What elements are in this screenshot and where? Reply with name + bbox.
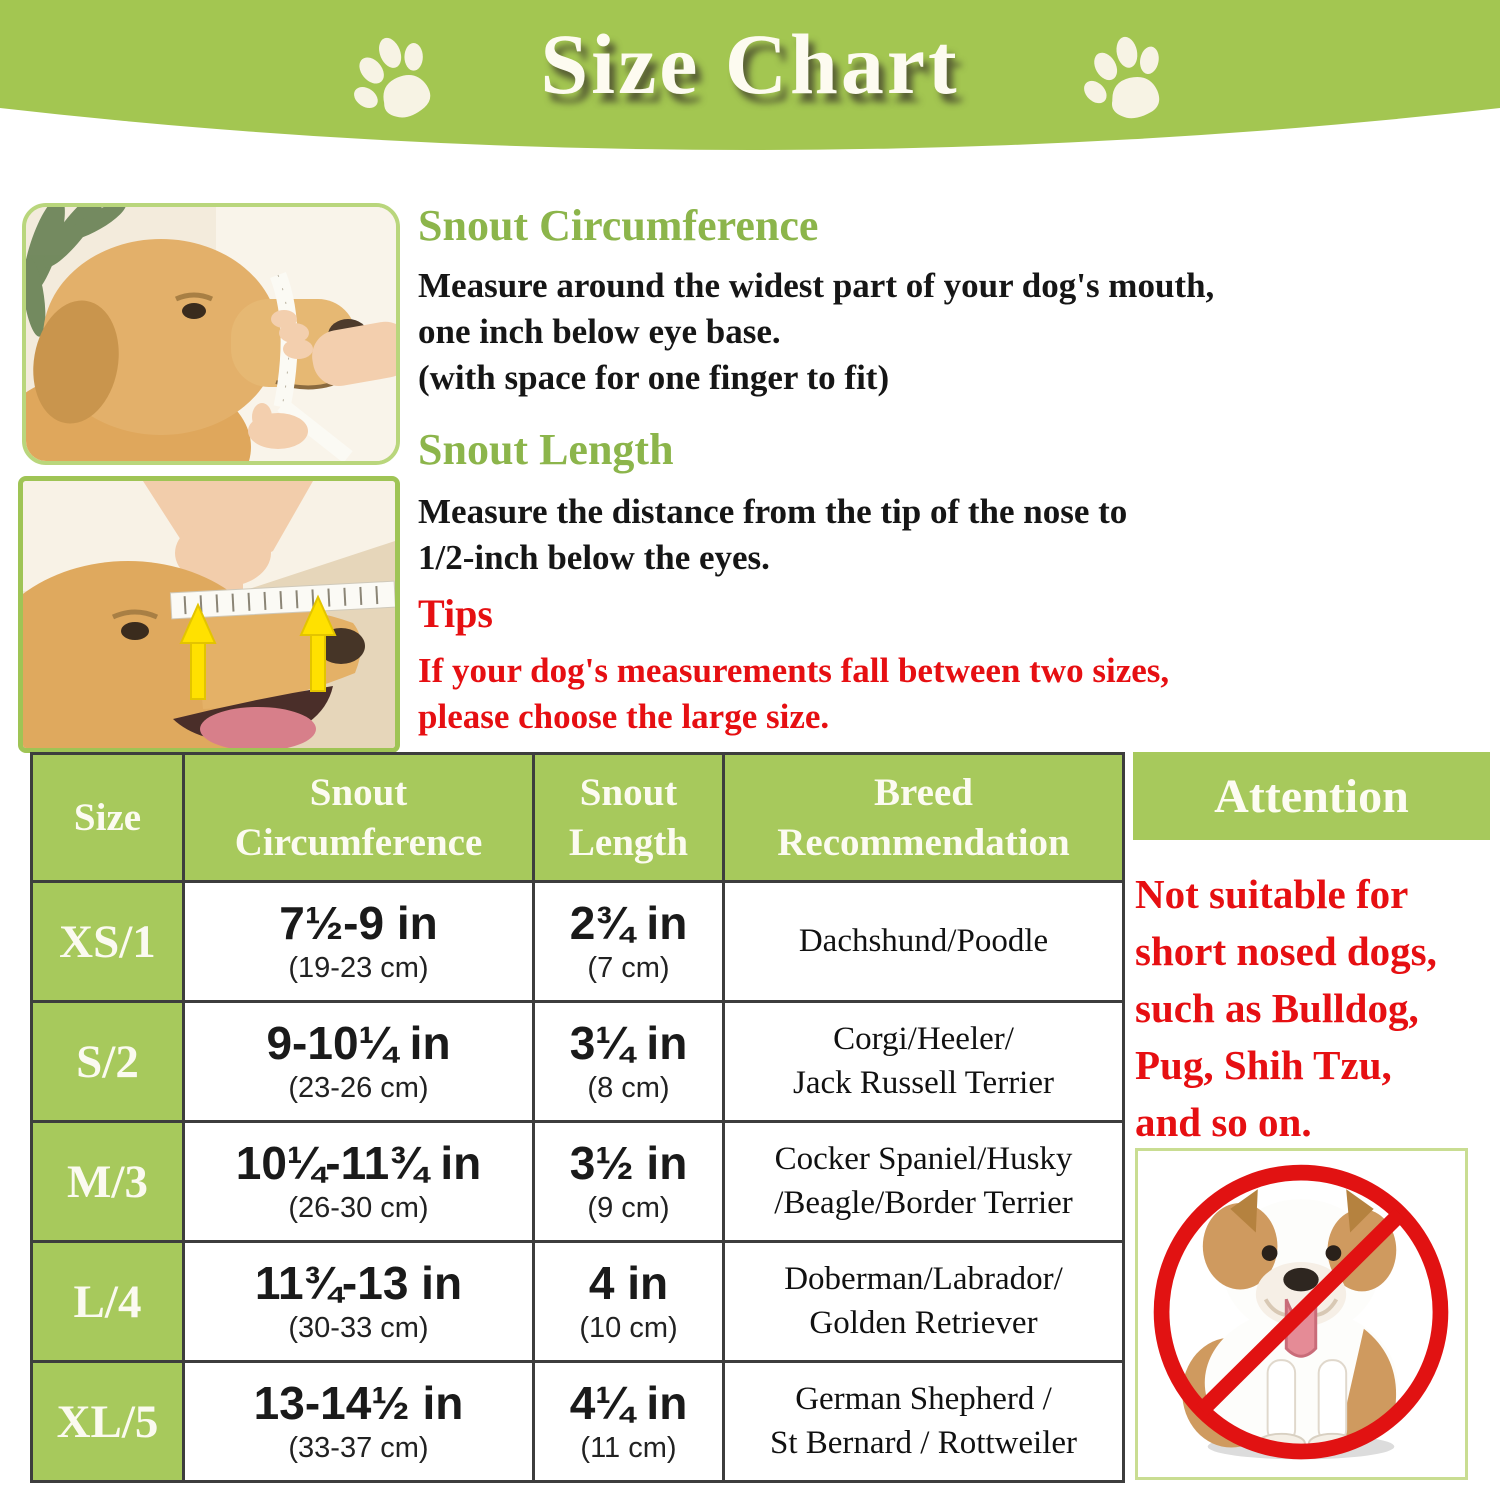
col-header-label: Breed [874, 770, 973, 814]
circumference-cell [184, 1122, 534, 1242]
table-row [32, 882, 1124, 1002]
inches-value: 10¼-11¾ in [235, 1136, 482, 1189]
col-header-label: Size [73, 795, 142, 839]
attention-line: such as Bulldog, [1135, 985, 1419, 1031]
breed-cell [724, 1242, 1124, 1362]
size-label: XS/1 [32, 882, 184, 1002]
cm-value: (26-30 cm) [288, 1192, 429, 1225]
breed-name: German Shepherd / [795, 1380, 1052, 1417]
inches-value: 9-10¼ in [266, 1016, 451, 1069]
cm-value: (11 cm) [580, 1432, 677, 1465]
cm-value: (9 cm) [587, 1192, 670, 1225]
breed-name: Dachshund/Poodle [798, 922, 1049, 959]
inches-value: 4 in [588, 1256, 669, 1309]
length-text-line: Measure the distance from the tip of the nose to [418, 492, 1128, 531]
size-table [30, 752, 1125, 1483]
bulldog-illustration [1138, 1151, 1465, 1477]
attention-warning-text [1135, 866, 1495, 1151]
attention-line: short nosed dogs, [1135, 928, 1437, 974]
circumference-cell [184, 882, 534, 1002]
inches-value: 11¾-13 in [254, 1256, 463, 1309]
inches-value: 3¼ in [569, 1016, 688, 1069]
cm-value: (30-33 cm) [288, 1312, 429, 1345]
breed-name: Corgi/Heeler/ [833, 1020, 1014, 1057]
snout-circumference-heading: Snout Circumference [418, 201, 819, 250]
snout-length-photo [18, 476, 400, 753]
cm-value: (8 cm) [587, 1072, 670, 1105]
breed-name: Doberman/Labrador/ [784, 1260, 1063, 1297]
circumference-text-line: one inch below eye base. [418, 312, 781, 351]
col-header-label: Recommendation [777, 820, 1070, 864]
paw-print-icon [1076, 28, 1180, 132]
inches-value: 4¼ in [569, 1376, 688, 1429]
tips-text-line: If your dog's measurements fall between two sizes, [418, 651, 1170, 690]
cm-value: (19-23 cm) [288, 952, 429, 985]
attention-heading: Attention [1133, 752, 1490, 840]
col-header-label: Circumference [234, 820, 483, 864]
breed-cell [724, 1122, 1124, 1242]
size-label: XL/5 [32, 1362, 184, 1482]
table-row [32, 1002, 1124, 1122]
snout-circumference-photo [22, 203, 400, 465]
length-text-line: 1/2-inch below the eyes. [418, 538, 770, 577]
length-cell [534, 1362, 724, 1482]
prohibited-bulldog-box [1135, 1148, 1468, 1480]
breed-cell [724, 1002, 1124, 1122]
breed-name: Cocker Spaniel/Husky [774, 1140, 1073, 1177]
breed-cell [724, 882, 1124, 1002]
size-label: L/4 [32, 1242, 184, 1362]
col-header-label: Length [568, 820, 689, 864]
page-title: Size Chart [540, 16, 960, 112]
col-header-length [534, 754, 724, 882]
circumference-text-line: Measure around the widest part of your dog's mouth, [418, 266, 1215, 305]
circumference-cell [184, 1362, 534, 1482]
cm-value: (33-37 cm) [288, 1432, 429, 1465]
col-header-label: Snout [309, 770, 408, 814]
tips-text-line: please choose the large size. [418, 697, 830, 736]
table-header-row [32, 754, 1124, 882]
breed-name: /Beagle/Border Terrier [774, 1184, 1073, 1221]
length-cell [534, 882, 724, 1002]
tips-heading: Tips [418, 591, 493, 636]
attention-line: Pug, Shih Tzu, [1135, 1042, 1392, 1088]
size-label: M/3 [32, 1122, 184, 1242]
inches-value: 13-14½ in [253, 1376, 464, 1429]
col-header-breed [724, 754, 1124, 882]
table-row [32, 1122, 1124, 1242]
table-row [32, 1242, 1124, 1362]
attention-line: Not suitable for [1135, 871, 1409, 917]
length-cell [534, 1002, 724, 1122]
inches-value: 7½-9 in [279, 896, 438, 949]
length-cell [534, 1122, 724, 1242]
cm-value: (10 cm) [579, 1312, 678, 1345]
snout-length-heading: Snout Length [418, 425, 674, 474]
length-cell [534, 1242, 724, 1362]
measuring-tape-around-snout-illustration [26, 207, 396, 461]
breed-name: Golden Retriever [809, 1304, 1038, 1341]
inches-value: 2¾ in [569, 896, 688, 949]
cm-value: (7 cm) [587, 952, 670, 985]
measuring-tape-on-snout-illustration [23, 481, 395, 748]
attention-line: and so on. [1135, 1099, 1312, 1145]
col-header-size [32, 754, 184, 882]
breed-name: Jack Russell Terrier [792, 1064, 1054, 1101]
size-label: S/2 [32, 1002, 184, 1122]
col-header-label: Snout [579, 770, 678, 814]
circumference-cell [184, 1242, 534, 1362]
cm-value: (23-26 cm) [288, 1072, 429, 1105]
inches-value: 3½ in [569, 1136, 688, 1189]
breed-cell [724, 1362, 1124, 1482]
circumference-text-line: (with space for one finger to fit) [418, 358, 890, 397]
col-header-circumference [184, 754, 534, 882]
table-row [32, 1362, 1124, 1482]
circumference-cell [184, 1002, 534, 1122]
breed-name: St Bernard / Rottweiler [769, 1424, 1078, 1461]
